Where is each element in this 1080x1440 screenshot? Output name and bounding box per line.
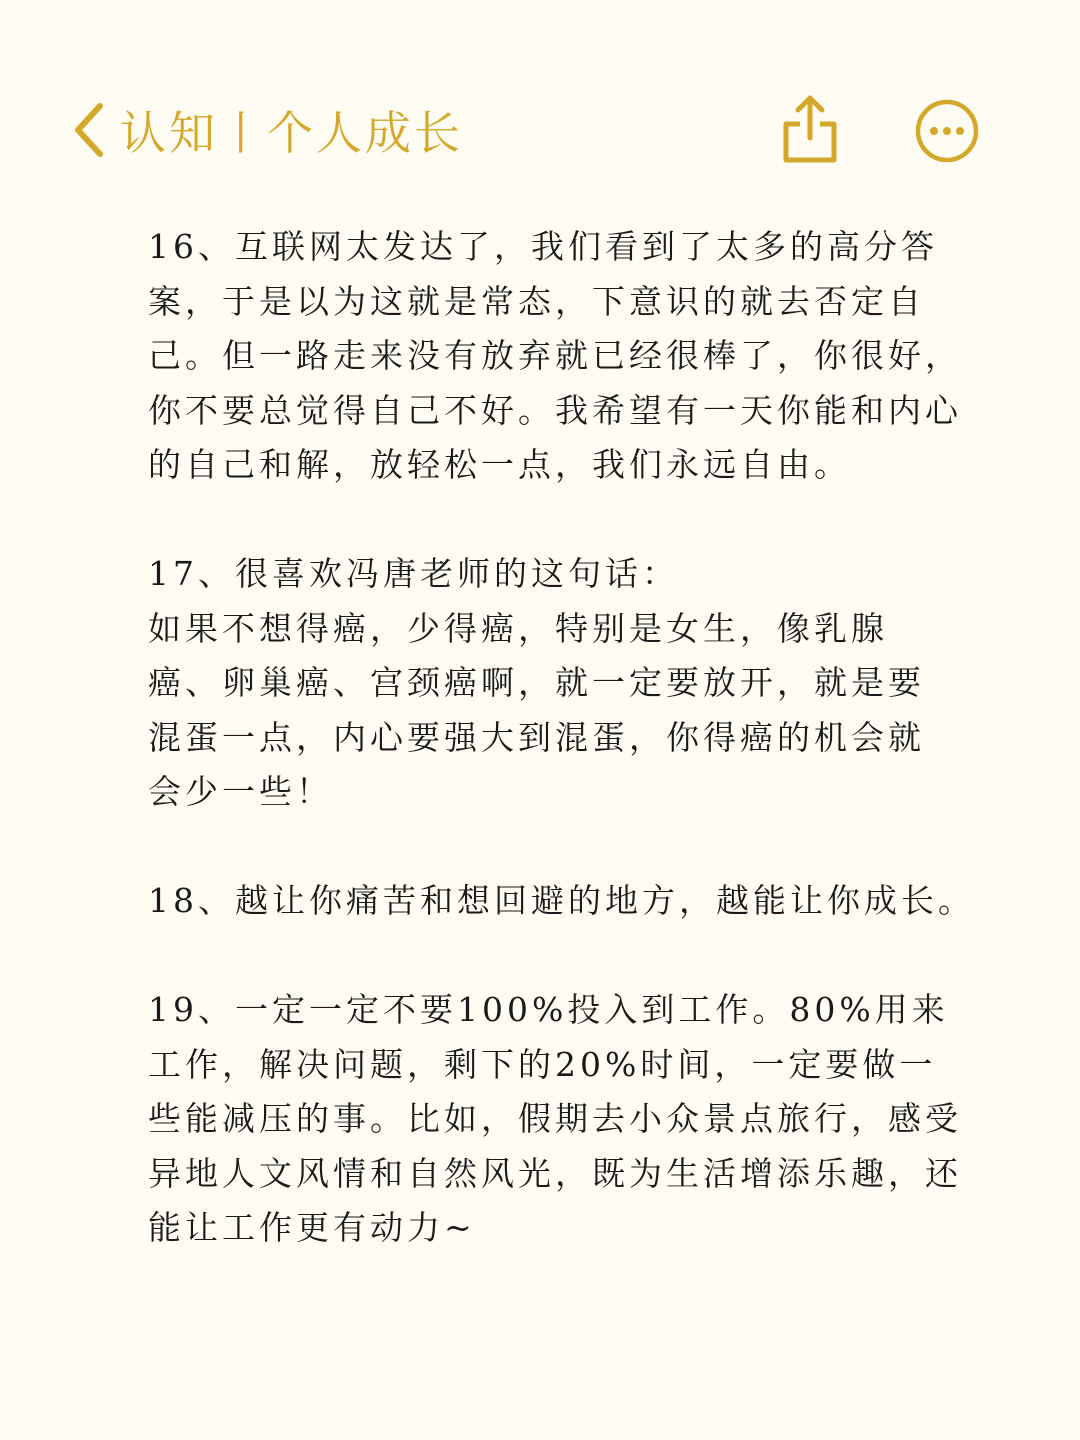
note-line: 癌、卵巢癌、宫颈癌啊，就一定要放开，就是要 <box>148 663 925 702</box>
note-paragraph-19 <box>148 983 962 1256</box>
nav-title: 认知丨个人成长 <box>120 106 463 160</box>
note-line: 己。但一路走来没有放弃就已经很棒了，你很好， <box>148 336 962 375</box>
note-line: 混蛋一点，内心要强大到混蛋，你得癌的机会就 <box>148 717 925 757</box>
note-line: 能让工作更有动力~ <box>148 1208 476 1247</box>
more-button[interactable] <box>914 98 980 164</box>
note-line: 17、很喜欢冯唐老师的这句话： <box>148 554 679 593</box>
note-line: 你不要总觉得自己不好。我希望有一天你能和内心 <box>148 390 962 430</box>
note-line: 异地人文风情和自然风光，既为生活增添乐趣，还 <box>148 1153 962 1193</box>
note-body <box>148 220 975 1310</box>
note-line: 些能减压的事。比如，假期去小众景点旅行，感受 <box>148 1099 962 1138</box>
note-paragraph-16 <box>148 220 962 493</box>
chevron-left-icon <box>70 100 110 160</box>
back-button[interactable] <box>70 88 463 172</box>
note-line: 如果不想得癌，少得癌，特别是女生，像乳腺 <box>148 608 888 648</box>
note-line: 18、越让你痛苦和想回避的地方，越能让你成长。 <box>148 881 975 920</box>
note-line: 19、一定一定不要100%投入到工作。80%用来 <box>148 990 949 1029</box>
note-line: 案，于是以为这就是常态，下意识的就去否定自 <box>148 281 925 321</box>
share-button[interactable] <box>780 94 840 164</box>
note-paragraph-17 <box>148 547 923 820</box>
navigation-bar <box>0 88 1080 172</box>
share-icon <box>780 149 840 168</box>
note-line: 的自己和解，放轻松一点，我们永远自由。 <box>148 445 851 484</box>
note-line: 工作，解决问题，剩下的20%时间，一定要做一 <box>148 1044 937 1084</box>
note-line: 会少一些！ <box>148 772 333 811</box>
note-paragraph-18 <box>148 874 975 929</box>
note-line: 16、互联网太发达了，我们看到了太多的高分答 <box>148 227 938 266</box>
more-horizontal-icon <box>914 149 980 168</box>
